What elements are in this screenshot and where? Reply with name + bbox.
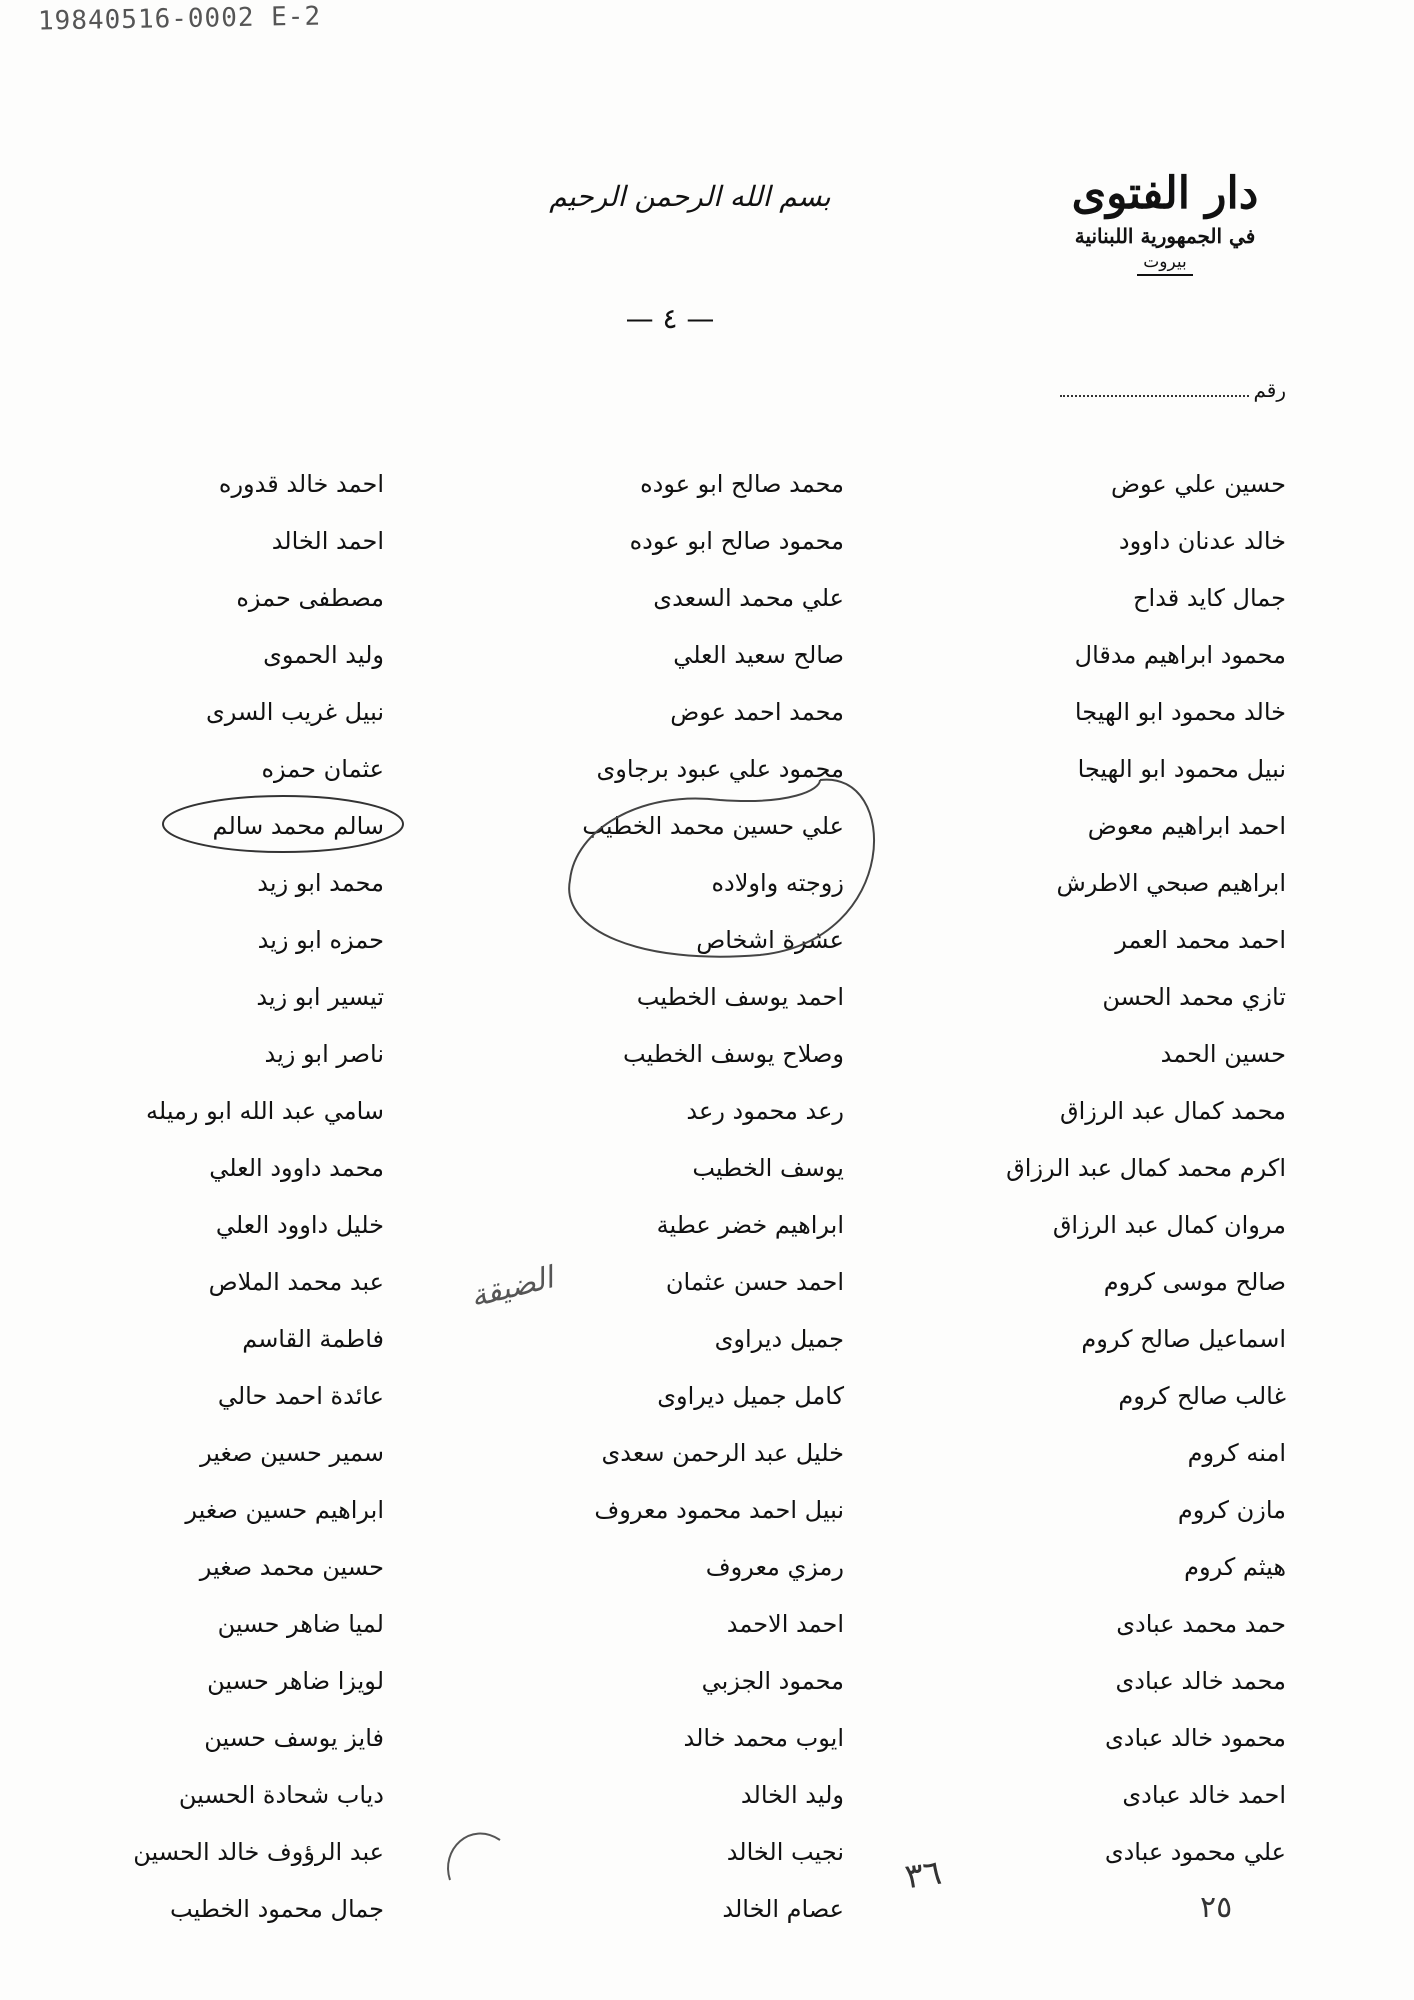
name-entry: نبيل محمود ابو الهيجا	[1077, 755, 1286, 783]
name-entry: هيثم كروم	[1184, 1553, 1286, 1581]
name-entry: احمد محمد العمر	[1115, 926, 1286, 954]
name-entry: احمد الاحمد	[726, 1610, 844, 1638]
name-entry: ابراهيم خضر عطية	[656, 1211, 844, 1239]
name-entry: امنه كروم	[1187, 1439, 1286, 1467]
name-entry: احمد يوسف الخطيب	[636, 983, 844, 1011]
name-entry: لويزا ضاهر حسين	[207, 1667, 384, 1695]
name-entry: رمزي معروف	[705, 1553, 844, 1581]
name-entry: سامي عبد الله ابو رميله	[146, 1097, 384, 1125]
name-entry: عائدة احمد حالي	[217, 1382, 384, 1410]
name-entry: جمال محمود الخطيب	[170, 1895, 384, 1923]
handwritten-count-middle: ٣٦	[902, 1852, 945, 1898]
name-entry: وصلاح يوسف الخطيب	[622, 1040, 844, 1068]
name-entry: ناصر ابو زيد	[264, 1040, 384, 1068]
name-entry: احمد الخالد	[271, 527, 384, 555]
reference-label: رقم	[1253, 378, 1286, 402]
name-entry: غالب صالح كروم	[1118, 1382, 1286, 1410]
name-entry: تازي محمد الحسن	[1102, 983, 1286, 1011]
name-entry: يوسف الخطيب	[692, 1154, 844, 1182]
name-entry: فاطمة القاسم	[242, 1325, 384, 1353]
name-entry: عصام الخالد	[722, 1895, 844, 1923]
name-entry: ابراهيم حسين صغير	[185, 1496, 384, 1524]
name-entry: عبد محمد الملاص	[208, 1268, 384, 1296]
name-entry: صالح موسى كروم	[1103, 1268, 1286, 1296]
name-entry: فايز يوسف حسين	[204, 1724, 384, 1752]
name-entry: كامل جميل ديراوى	[657, 1382, 844, 1410]
name-entry: محمود علي عبود برجاوى	[596, 755, 844, 783]
name-entry: احمد خالد قدوره	[218, 470, 384, 498]
name-entry: خالد محمود ابو الهيجا	[1074, 698, 1286, 726]
name-entry: مازن كروم	[1177, 1496, 1286, 1524]
name-entry: صالح سعيد العلي	[673, 641, 844, 669]
name-entry: حمزه ابو زيد	[257, 926, 384, 954]
handwritten-count-right: ٢٥	[1200, 1890, 1233, 1925]
page-number: — ٤ —	[625, 302, 715, 335]
margin-scribble	[448, 1834, 500, 1880]
name-entry: حسين محمد صغير	[199, 1553, 384, 1581]
names-column-right	[966, 456, 1286, 1881]
name-entry: علي محمود عبادى	[1104, 1838, 1286, 1866]
name-entry: رعد محمود رعد	[686, 1097, 844, 1125]
name-entry: نبيل احمد محمود معروف	[594, 1496, 844, 1524]
basmala-heading: بسم الله الرحمن الرحيم	[549, 180, 831, 213]
name-entry: علي محمد السعدى	[653, 584, 844, 612]
letterhead-subtitle: في الجمهورية اللبنانية	[1074, 224, 1256, 249]
margin-handwritten-note: الضيقة	[467, 1260, 557, 1315]
name-entry: جميل ديراوى	[714, 1325, 844, 1353]
name-entry: محمد ابو زيد	[257, 869, 384, 897]
name-entry: خالد عدنان داوود	[1118, 527, 1286, 555]
name-entry: عثمان حمزه	[261, 755, 384, 783]
name-entry: لميا ضاهر حسين	[217, 1610, 384, 1638]
name-entry: نبيل غريب السرى	[205, 698, 384, 726]
name-entry: وليد الحموى	[263, 641, 384, 669]
name-entry: حسين الحمد	[1160, 1040, 1286, 1068]
name-entry: علي حسين محمد الخطيب	[582, 812, 844, 840]
name-entry: خليل داوود العلي	[215, 1211, 384, 1239]
name-entry: زوجته واولاده	[711, 869, 844, 897]
name-entry: احمد خالد عبادى	[1122, 1781, 1286, 1809]
name-entry: دياب شحادة الحسين	[178, 1781, 384, 1809]
name-entry: محمود الجزبي	[701, 1667, 844, 1695]
name-entry: محمود صالح ابو عوده	[629, 527, 844, 555]
name-entry: عشرة اشخاص	[696, 926, 844, 954]
name-entry: مروان كمال عبد الرزاق	[1052, 1211, 1286, 1239]
name-entry: وليد الخالد	[740, 1781, 844, 1809]
letterhead-title: دار الفتوى	[1071, 168, 1259, 219]
archive-id-stamp: 19840516-0002 E-2	[37, 1, 322, 37]
letterhead-city: بيروت	[1137, 252, 1192, 276]
name-entry: محمود ابراهيم مدقال	[1074, 641, 1286, 669]
name-entry: خليل عبد الرحمن سعدى	[601, 1439, 844, 1467]
names-column-middle	[514, 456, 854, 1938]
name-entry: سمير حسين صغير	[200, 1439, 384, 1467]
name-entry: محمود خالد عبادى	[1105, 1724, 1286, 1752]
name-entry: محمد صالح ابو عوده	[640, 470, 844, 498]
reference-number-field	[1060, 378, 1286, 402]
name-entry: حمد محمد عبادى	[1116, 1610, 1286, 1638]
name-entry: احمد ابراهيم معوض	[1087, 812, 1286, 840]
name-entry: حسين علي عوض	[1110, 470, 1286, 498]
name-entry: محمد كمال عبد الرزاق	[1059, 1097, 1286, 1125]
name-entry: اسماعيل صالح كروم	[1081, 1325, 1286, 1353]
name-entry: اكرم محمد كمال عبد الرزاق	[1006, 1154, 1286, 1182]
name-entry: ابراهيم صبحي الاطرش	[1056, 869, 1286, 897]
reference-dotted-line	[1060, 381, 1249, 397]
name-entry: سالم محمد سالم	[212, 812, 384, 840]
name-entry: عبد الرؤوف خالد الحسين	[133, 1838, 384, 1866]
name-entry: نجيب الخالد	[726, 1838, 844, 1866]
names-column-left	[64, 456, 384, 1938]
name-entry: ايوب محمد خالد	[683, 1724, 844, 1752]
name-entry: احمد حسن عثمان	[665, 1268, 844, 1296]
name-entry: جمال كايد قداح	[1133, 584, 1286, 612]
letterhead	[1040, 170, 1290, 276]
name-entry: محمد داوود العلي	[209, 1154, 384, 1182]
name-entry: محمد خالد عبادى	[1115, 1667, 1286, 1695]
name-entry: تيسير ابو زيد	[256, 983, 384, 1011]
name-entry: محمد احمد عوض	[670, 698, 844, 726]
name-entry: مصطفى حمزه	[236, 584, 384, 612]
